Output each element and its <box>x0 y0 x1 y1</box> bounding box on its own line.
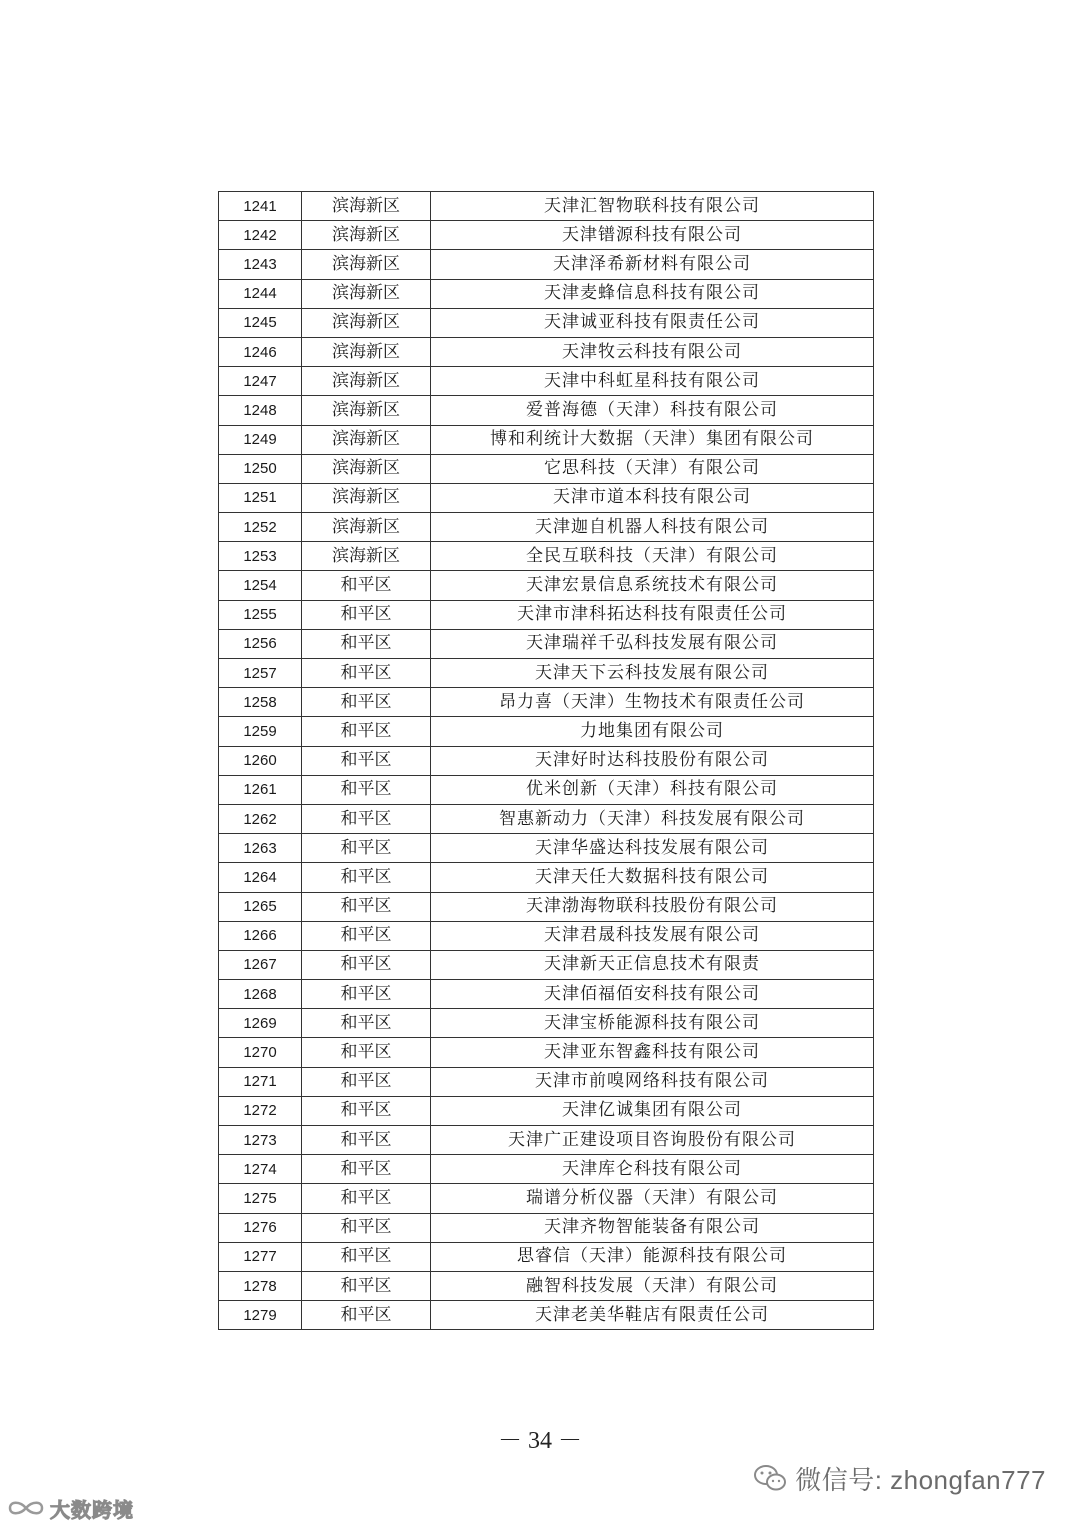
wechat-icon <box>753 1463 787 1493</box>
row-number-cell: 1259 <box>219 717 302 746</box>
table-row <box>219 1096 874 1125</box>
district-cell: 和平区 <box>302 1009 431 1038</box>
table-row <box>219 571 874 600</box>
district-cell: 和平区 <box>302 1242 431 1271</box>
table-row <box>219 425 874 454</box>
row-number-cell: 1277 <box>219 1242 302 1271</box>
infinity-icon <box>6 1497 46 1519</box>
district-cell: 滨海新区 <box>302 513 431 542</box>
row-number-cell: 1254 <box>219 571 302 600</box>
row-number-cell: 1248 <box>219 396 302 425</box>
company-name-cell: 天津齐物智能装备有限公司 <box>431 1213 874 1242</box>
row-number-cell: 1265 <box>219 892 302 921</box>
table-row <box>219 1271 874 1300</box>
district-cell: 和平区 <box>302 863 431 892</box>
company-name-cell: 天津老美华鞋店有限责任公司 <box>431 1301 874 1330</box>
district-cell: 滨海新区 <box>302 308 431 337</box>
row-number-cell: 1243 <box>219 250 302 279</box>
table-row <box>219 717 874 746</box>
company-name-cell: 博和利统计大数据（天津）集团有限公司 <box>431 425 874 454</box>
district-cell: 和平区 <box>302 834 431 863</box>
table-row <box>219 1067 874 1096</box>
row-number-cell: 1247 <box>219 367 302 396</box>
row-number-cell: 1276 <box>219 1213 302 1242</box>
table-row <box>219 367 874 396</box>
company-list-table <box>218 191 874 1330</box>
district-cell: 和平区 <box>302 571 431 600</box>
company-name-cell: 天津泽希新材料有限公司 <box>431 250 874 279</box>
district-cell: 滨海新区 <box>302 483 431 512</box>
district-cell: 和平区 <box>302 746 431 775</box>
table-row <box>219 1213 874 1242</box>
company-name-cell: 天津君晟科技发展有限公司 <box>431 921 874 950</box>
district-cell: 滨海新区 <box>302 337 431 366</box>
company-name-cell: 天津瑞祥千弘科技发展有限公司 <box>431 629 874 658</box>
company-name-cell: 天津汇智物联科技有限公司 <box>431 192 874 221</box>
table-row <box>219 1155 874 1184</box>
row-number-cell: 1244 <box>219 279 302 308</box>
row-number-cell: 1272 <box>219 1096 302 1125</box>
corner-logo-text: 大数跨境 <box>50 1497 134 1522</box>
table-row <box>219 396 874 425</box>
row-number-cell: 1279 <box>219 1301 302 1330</box>
row-number-cell: 1273 <box>219 1126 302 1155</box>
district-cell: 滨海新区 <box>302 454 431 483</box>
district-cell: 滨海新区 <box>302 221 431 250</box>
district-cell: 和平区 <box>302 688 431 717</box>
table-row <box>219 688 874 717</box>
table-row <box>219 863 874 892</box>
company-name-cell: 天津渤海物联科技股份有限公司 <box>431 892 874 921</box>
company-name-cell: 天津镨源科技有限公司 <box>431 221 874 250</box>
wechat-watermark <box>753 1458 1046 1498</box>
page-number: － 34 － <box>498 1428 582 1454</box>
row-number-cell: 1261 <box>219 775 302 804</box>
row-number-cell: 1253 <box>219 542 302 571</box>
district-cell: 滨海新区 <box>302 192 431 221</box>
company-name-cell: 全民互联科技（天津）有限公司 <box>431 542 874 571</box>
company-name-cell: 天津广正建设项目咨询股份有限公司 <box>431 1126 874 1155</box>
company-name-cell: 天津诚亚科技有限责任公司 <box>431 308 874 337</box>
table-row <box>219 834 874 863</box>
company-name-cell: 天津市津科拓达科技有限责任公司 <box>431 600 874 629</box>
district-cell: 和平区 <box>302 629 431 658</box>
wechat-id-label: 微信号: zhongfan777 <box>795 1464 1046 1495</box>
district-cell: 和平区 <box>302 804 431 833</box>
row-number-cell: 1263 <box>219 834 302 863</box>
district-cell: 和平区 <box>302 1067 431 1096</box>
district-cell: 和平区 <box>302 1155 431 1184</box>
company-name-cell: 天津库仑科技有限公司 <box>431 1155 874 1184</box>
district-cell: 和平区 <box>302 1184 431 1213</box>
district-cell: 和平区 <box>302 892 431 921</box>
table-row <box>219 600 874 629</box>
table-row <box>219 542 874 571</box>
company-name-cell: 力地集团有限公司 <box>431 717 874 746</box>
table-row <box>219 950 874 979</box>
district-cell: 和平区 <box>302 980 431 1009</box>
table-row <box>219 1301 874 1330</box>
company-name-cell: 天津宏景信息系统技术有限公司 <box>431 571 874 600</box>
table-row <box>219 221 874 250</box>
district-cell: 和平区 <box>302 775 431 804</box>
row-number-cell: 1252 <box>219 513 302 542</box>
company-name-cell: 天津天任大数据科技有限公司 <box>431 863 874 892</box>
company-name-cell: 天津亚东智鑫科技有限公司 <box>431 1038 874 1067</box>
row-number-cell: 1241 <box>219 192 302 221</box>
row-number-cell: 1242 <box>219 221 302 250</box>
row-number-cell: 1255 <box>219 600 302 629</box>
table-row <box>219 1038 874 1067</box>
table-row <box>219 192 874 221</box>
row-number-cell: 1251 <box>219 483 302 512</box>
district-cell: 滨海新区 <box>302 250 431 279</box>
row-number-cell: 1257 <box>219 659 302 688</box>
district-cell: 滨海新区 <box>302 542 431 571</box>
row-number-cell: 1262 <box>219 804 302 833</box>
district-cell: 滨海新区 <box>302 425 431 454</box>
row-number-cell: 1264 <box>219 863 302 892</box>
district-cell: 滨海新区 <box>302 279 431 308</box>
company-name-cell: 天津牧云科技有限公司 <box>431 337 874 366</box>
company-name-cell: 天津市前嗅网络科技有限公司 <box>431 1067 874 1096</box>
table-row <box>219 454 874 483</box>
table-row <box>219 337 874 366</box>
company-name-cell: 天津好时达科技股份有限公司 <box>431 746 874 775</box>
company-name-cell: 思睿信（天津）能源科技有限公司 <box>431 1242 874 1271</box>
table-row <box>219 629 874 658</box>
row-number-cell: 1271 <box>219 1067 302 1096</box>
company-name-cell: 天津市道本科技有限公司 <box>431 483 874 512</box>
row-number-cell: 1256 <box>219 629 302 658</box>
district-cell: 和平区 <box>302 921 431 950</box>
company-name-cell: 优米创新（天津）科技有限公司 <box>431 775 874 804</box>
company-name-cell: 爱普海德（天津）科技有限公司 <box>431 396 874 425</box>
row-number-cell: 1275 <box>219 1184 302 1213</box>
table-row <box>219 250 874 279</box>
company-name-cell: 天津迦自机器人科技有限公司 <box>431 513 874 542</box>
table-row <box>219 921 874 950</box>
row-number-cell: 1278 <box>219 1271 302 1300</box>
district-cell: 滨海新区 <box>302 396 431 425</box>
company-name-cell: 智惠新动力（天津）科技发展有限公司 <box>431 804 874 833</box>
row-number-cell: 1250 <box>219 454 302 483</box>
row-number-cell: 1249 <box>219 425 302 454</box>
row-number-cell: 1267 <box>219 950 302 979</box>
row-number-cell: 1260 <box>219 746 302 775</box>
company-name-cell: 它思科技（天津）有限公司 <box>431 454 874 483</box>
company-name-cell: 天津亿诚集团有限公司 <box>431 1096 874 1125</box>
company-name-cell: 天津中科虹星科技有限公司 <box>431 367 874 396</box>
district-cell: 和平区 <box>302 1038 431 1067</box>
district-cell: 和平区 <box>302 600 431 629</box>
table-row <box>219 1242 874 1271</box>
table-row <box>219 483 874 512</box>
table-body <box>219 192 874 1330</box>
company-name-cell: 融智科技发展（天津）有限公司 <box>431 1271 874 1300</box>
company-name-cell: 天津天下云科技发展有限公司 <box>431 659 874 688</box>
row-number-cell: 1274 <box>219 1155 302 1184</box>
corner-logo <box>6 1494 134 1522</box>
row-number-cell: 1266 <box>219 921 302 950</box>
company-name-cell: 天津新天正信息技术有限责 <box>431 950 874 979</box>
table-row <box>219 1126 874 1155</box>
district-cell: 和平区 <box>302 1271 431 1300</box>
company-name-cell: 天津麦蜂信息科技有限公司 <box>431 279 874 308</box>
row-number-cell: 1268 <box>219 980 302 1009</box>
table-row <box>219 659 874 688</box>
table-row <box>219 804 874 833</box>
district-cell: 和平区 <box>302 950 431 979</box>
district-cell: 和平区 <box>302 1213 431 1242</box>
company-name-cell: 瑞谱分析仪器（天津）有限公司 <box>431 1184 874 1213</box>
table-row <box>219 279 874 308</box>
table-row <box>219 1009 874 1038</box>
company-name-cell: 天津华盛达科技发展有限公司 <box>431 834 874 863</box>
company-name-cell: 天津佰福佰安科技有限公司 <box>431 980 874 1009</box>
table-row <box>219 775 874 804</box>
district-cell: 滨海新区 <box>302 367 431 396</box>
company-name-cell: 天津宝桥能源科技有限公司 <box>431 1009 874 1038</box>
row-number-cell: 1258 <box>219 688 302 717</box>
row-number-cell: 1269 <box>219 1009 302 1038</box>
district-cell: 和平区 <box>302 717 431 746</box>
table-row <box>219 980 874 1009</box>
row-number-cell: 1270 <box>219 1038 302 1067</box>
row-number-cell: 1245 <box>219 308 302 337</box>
table-row <box>219 513 874 542</box>
table-row <box>219 892 874 921</box>
table-row <box>219 1184 874 1213</box>
company-name-cell: 昂力喜（天津）生物技术有限责任公司 <box>431 688 874 717</box>
table-row <box>219 746 874 775</box>
table-row <box>219 308 874 337</box>
district-cell: 和平区 <box>302 1096 431 1125</box>
row-number-cell: 1246 <box>219 337 302 366</box>
district-cell: 和平区 <box>302 1301 431 1330</box>
district-cell: 和平区 <box>302 1126 431 1155</box>
district-cell: 和平区 <box>302 659 431 688</box>
